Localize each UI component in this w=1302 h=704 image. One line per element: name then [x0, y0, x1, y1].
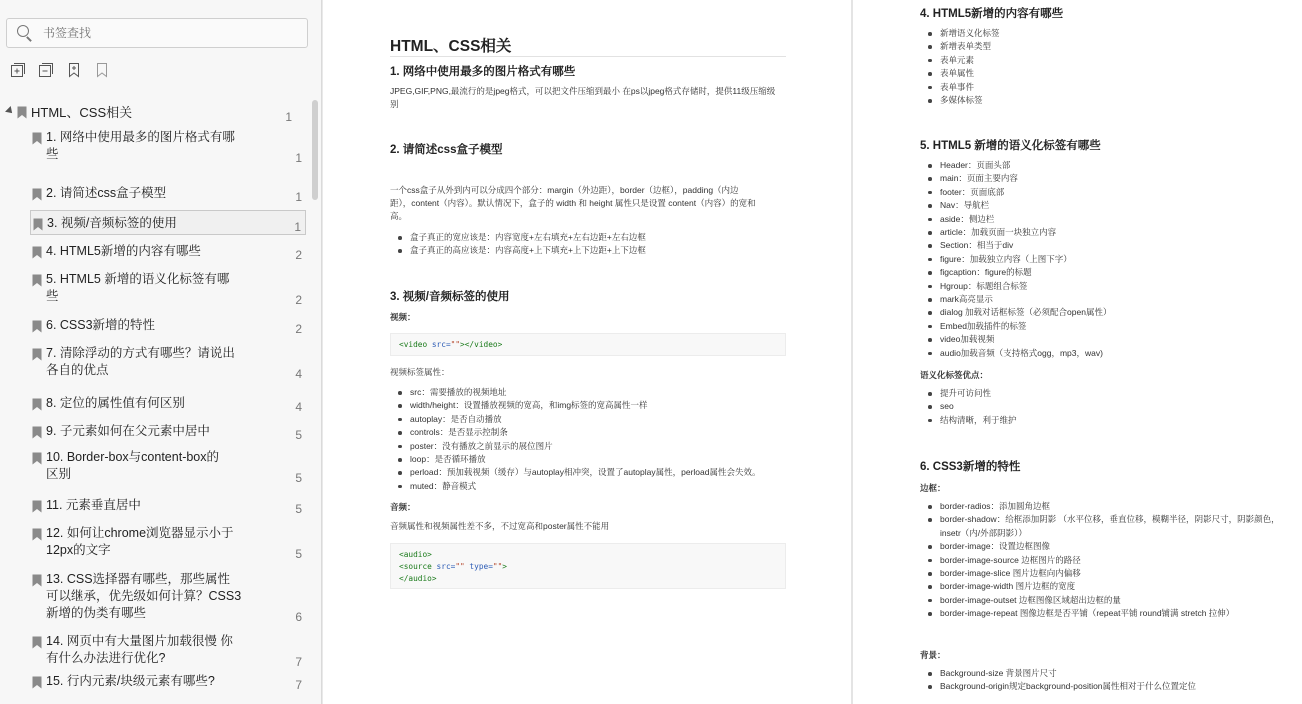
audio-code-block — [390, 543, 786, 589]
document-page-2 — [853, 0, 1302, 704]
border-label: 边框： — [920, 483, 946, 493]
section-4-heading: 4. HTML5新增的内容有哪些 — [920, 8, 1064, 20]
bookmark-page-number: 1 — [295, 151, 302, 165]
bookmark-item-label: 7. 清除浮动的方式有哪些？请说出 — [46, 346, 235, 360]
list-item: Hgroup：标题组合标签 — [920, 280, 1111, 293]
list-item: border-image-source 边框图片的路径 — [920, 554, 1280, 567]
bookmark-item[interactable] — [30, 239, 306, 264]
background-label: 背景： — [920, 650, 946, 660]
bookmark-page-number: 7 — [295, 655, 302, 669]
list-item: figcaption：figure的标题 — [920, 266, 1111, 279]
section-4-bullets — [920, 27, 1000, 107]
bookmark-page-number: 1 — [285, 110, 292, 124]
bookmark-item-label: 1. 网络中使用最多的图片格式有哪 — [46, 130, 235, 144]
bookmark-item-label: 13. CSS选择器有哪些，那些属性 — [46, 572, 231, 586]
list-item: figure：加载独立内容（上图下字） — [920, 253, 1111, 266]
bookmark-icon — [32, 132, 42, 145]
sidebar-scrollbar[interactable] — [312, 100, 318, 200]
section-3-heading: 3. 视频/音频标签的使用 — [390, 291, 510, 303]
bookmark-item[interactable] — [30, 521, 306, 563]
bookmark-item-label: 6. CSS3新增的特性 — [46, 318, 156, 332]
list-item: width/height：设置播放视频的宽高，和img标签的宽高属性一样 — [390, 399, 761, 412]
bookmark-icon — [32, 452, 42, 465]
section-2-text-line-1: 一个css盒子从外到内可以分成四个部分：margin（外边距），border（边框），padding（内边 — [390, 185, 739, 195]
bookmark-icon — [32, 636, 42, 649]
code-token: > — [502, 562, 507, 571]
bookmark-item[interactable] — [30, 669, 306, 694]
video-attrs-list — [390, 386, 761, 493]
list-item: 结构清晰，利于维护 — [920, 414, 1017, 427]
list-item: 盒子真正的宽应该是：内容宽度+左右填充+左右边距+左右边框 — [390, 231, 646, 244]
code-token: src= — [431, 562, 456, 571]
bookmark-item-label: 9. 子元素如何在父元素中居中 — [46, 424, 210, 438]
section-1-text-line-1: JPEG,GIF,PNG,最流行的是jpeg格式，可以把文件压缩到最小 在ps以jpeg格式存储时，提供11级压缩级 — [390, 86, 776, 96]
bookmark-page-number: 5 — [295, 547, 302, 561]
audio-label: 音频： — [390, 502, 416, 512]
bookmark-item[interactable] — [30, 629, 306, 671]
list-item: article：加载页面一块独立内容 — [920, 226, 1111, 239]
bookmark-item[interactable] — [30, 267, 306, 309]
bookmark-icon — [32, 676, 42, 689]
document-page-1 — [323, 0, 852, 704]
bookmark-item[interactable] — [30, 493, 306, 518]
bookmark-page-number: 5 — [295, 428, 302, 442]
section-6-heading: 6. CSS3新增的特性 — [920, 461, 1021, 473]
section-5-heading: 5. HTML5 新增的语义化标签有哪些 — [920, 140, 1101, 152]
bookmark-item-label: 11. 元素垂直居中 — [46, 498, 141, 512]
bookmark-item-label: 10. Border-box与content-box的 — [46, 450, 220, 464]
list-item: Header：页面头部 — [920, 159, 1111, 172]
search-icon — [17, 25, 33, 41]
bookmark-item[interactable] — [30, 419, 306, 444]
bookmark-icon — [32, 246, 42, 259]
bookmark-icon — [32, 426, 42, 439]
list-item: Background-size 背景图片尺寸 — [920, 667, 1196, 680]
bookmark-page-number: 7 — [295, 678, 302, 692]
section-2-bullets — [390, 231, 646, 258]
list-item: poster：没有播放之前显示的展位图片 — [390, 440, 761, 453]
bookmark-item-label: 3. 视频/音频标签的使用 — [47, 216, 177, 230]
bookmark-root-label: HTML、CSS相关 — [31, 105, 133, 120]
bookmark-page-number: 5 — [295, 502, 302, 516]
bookmark-page-number: 2 — [295, 293, 302, 307]
section-1-text-line-2: 别 — [390, 99, 399, 109]
bookmark-search-box[interactable] — [6, 18, 308, 48]
bookmark-icon — [32, 528, 42, 541]
bookmark-icon — [32, 320, 42, 333]
list-item: src：需要播放的视频地址 — [390, 386, 761, 399]
semantic-advantages-label: 语义化标签优点： — [920, 370, 989, 380]
background-list — [920, 667, 1196, 694]
list-item: border-image-repeat 图像边框是否平铺（repeat平铺 round铺满 stretch 拉伸） — [920, 607, 1280, 620]
list-item: 新增表单类型 — [920, 40, 1000, 53]
bookmark-item-label: 5. HTML5 新增的语义化标签有哪 — [46, 272, 230, 286]
list-item: 表单元素 — [920, 54, 1000, 67]
bookmark-icon — [32, 574, 42, 587]
bookmark-outline-icon[interactable] — [94, 62, 110, 78]
code-token: src= — [427, 340, 451, 349]
bookmark-item-label: 15. 行内元素/块级元素有哪些? — [46, 674, 215, 688]
video-code-block — [390, 333, 786, 356]
list-item: aside：侧边栏 — [920, 213, 1111, 226]
bookmark-item[interactable] — [30, 445, 306, 487]
bookmark-icon — [32, 188, 42, 201]
list-item: perload：预加载视频（缓存）与autoplay相冲突，设置了autoplay属性，perload属性会失效。 — [390, 466, 761, 479]
bookmark-sidebar — [0, 0, 322, 704]
section-1-heading: 1. 网络中使用最多的图片格式有哪些 — [390, 66, 576, 78]
semantic-advantages-list — [920, 387, 1017, 427]
code-token: "" — [455, 562, 465, 571]
bookmark-icon — [32, 274, 42, 287]
bookmark-page-number: 1 — [294, 220, 301, 234]
bookmark-item-label: 4. HTML5新增的内容有哪些 — [46, 244, 201, 258]
bookmark-item[interactable] — [30, 313, 306, 338]
collapse-caret-icon[interactable] — [5, 106, 15, 116]
list-item: audio加载音频（支持格式ogg，mp3，wav) — [920, 347, 1111, 360]
collapse-all-icon[interactable] — [38, 62, 54, 78]
list-item: border-image-width 图片边框的宽度 — [920, 580, 1280, 593]
audio-text: 音频属性和视频属性差不多，不过宽高和poster属性不能用 — [390, 521, 610, 531]
list-item: border-image-outset 边框图像区域超出边框的量 — [920, 594, 1280, 607]
section-5-bullets — [920, 159, 1111, 360]
code-token: <audio> — [399, 550, 432, 559]
bookmark-item-label: 12px的文字 — [46, 543, 111, 557]
list-item: 多媒体标签 — [920, 94, 1000, 107]
section-2-text-line-3: 高。 — [390, 211, 408, 221]
list-item: video加载视频 — [920, 333, 1111, 346]
list-item: seo — [920, 400, 1017, 413]
bookmark-root[interactable] — [0, 100, 306, 124]
bookmark-item-label: 12. 如何让chrome浏览器显示小于 — [46, 526, 234, 540]
bookmark-page-number: 6 — [295, 610, 302, 624]
list-item: 新增语义化标签 — [920, 27, 1000, 40]
list-item: 提升可访问性 — [920, 387, 1017, 400]
bookmark-item-label: 14. 网页中有大量图片加载很慢 你 — [46, 634, 233, 648]
bookmark-item[interactable] — [30, 567, 306, 626]
bookmark-item[interactable] — [30, 210, 306, 235]
list-item: 表单事件 — [920, 81, 1000, 94]
list-item: footer：页面底部 — [920, 186, 1111, 199]
code-token: <source — [399, 562, 432, 571]
list-item: border-shadow：给框添加阴影 （水平位移，垂直位移，模糊半径，阴影尺寸，阴影颜色， — [920, 513, 1280, 526]
bookmark-item-label: 有什么办法进行优化? — [46, 651, 166, 665]
bookmark-icon — [32, 348, 42, 361]
bookmark-item[interactable] — [30, 125, 306, 167]
code-token: type= — [464, 562, 493, 571]
bookmark-page-number: 2 — [295, 322, 302, 336]
video-label: 视频： — [390, 312, 416, 322]
page-title: HTML、CSS相关 — [390, 38, 512, 55]
expand-all-icon[interactable] — [10, 62, 26, 78]
bookmark-page-number: 4 — [295, 400, 302, 414]
list-item: controls：是否显示控制条 — [390, 426, 761, 439]
bookmark-toolbar — [10, 62, 110, 78]
list-item: border-image：设置边框图像 — [920, 540, 1280, 553]
list-item: 盒子真正的高应该是：内容高度+上下填充+上下边距+上下边框 — [390, 244, 646, 257]
title-divider — [390, 56, 786, 57]
list-item: mark高亮显示 — [920, 293, 1111, 306]
bookmark-item-label: 2. 请简述css盒子模型 — [46, 186, 167, 200]
bookmark-item-label: 8. 定位的属性值有何区别 — [46, 396, 185, 410]
bookmark-item-label: 区别 — [46, 467, 72, 481]
bookmark-item-label: 些 — [46, 289, 59, 303]
list-item: 表单属性 — [920, 67, 1000, 80]
list-item: Section：相当于div — [920, 239, 1111, 252]
list-item: muted：静音模式 — [390, 480, 761, 493]
bookmark-icon — [32, 500, 42, 513]
bookmark-item[interactable] — [30, 181, 306, 206]
section-2-text-line-2: 距），content（内容）。默认情况下，盒子的 width 和 height 属性只是设置 content（内容）的宽和 — [390, 198, 756, 208]
list-item: dialog 加载对话框标签（必须配合open属性） — [920, 306, 1111, 319]
code-token: <video — [399, 340, 428, 349]
list-item: Background-origin规定background-position属性相对于什么位置定位 — [920, 680, 1196, 693]
bookmark-icon — [32, 398, 42, 411]
list-item: loop：是否循环播放 — [390, 453, 761, 466]
bookmark-icon — [33, 218, 43, 231]
bookmark-item-label: 新增的伪类有哪些 — [46, 606, 147, 620]
bookmark-search-input[interactable] — [43, 26, 283, 40]
bookmark-item[interactable] — [30, 341, 306, 383]
list-item: Embed加载插件的标签 — [920, 320, 1111, 333]
video-attrs-label: 视频标签属性： — [390, 367, 450, 377]
list-item: autoplay：是否自动播放 — [390, 413, 761, 426]
bookmark-item-label: 些 — [46, 147, 59, 161]
add-bookmark-icon[interactable] — [66, 62, 82, 78]
list-item: border-image-slice 图片边框向内偏移 — [920, 567, 1280, 580]
bookmark-item-label: 可以继承，优先级如何计算？CSS3 — [46, 589, 242, 603]
bookmark-item[interactable] — [30, 391, 306, 416]
code-token: "" — [492, 562, 503, 571]
code-token: "" — [450, 340, 461, 349]
bookmark-item-label: 各自的优点 — [46, 363, 109, 377]
bookmark-page-number: 4 — [295, 367, 302, 381]
bookmark-page-number: 2 — [295, 248, 302, 262]
list-item-continuation: insetr（内/外部阴影）） — [940, 527, 1027, 538]
bookmark-icon — [17, 106, 27, 119]
code-token: </audio> — [399, 574, 437, 583]
bookmark-page-number: 1 — [295, 190, 302, 204]
border-list — [920, 500, 1280, 621]
list-item: main：页面主要内容 — [920, 172, 1111, 185]
section-2-heading: 2. 请简述css盒子模型 — [390, 144, 503, 156]
list-item: border-radios：添加圆角边框 — [920, 500, 1280, 513]
code-token: ></video> — [460, 340, 503, 349]
list-item: Nav：导航栏 — [920, 199, 1111, 212]
bookmark-page-number: 5 — [295, 471, 302, 485]
